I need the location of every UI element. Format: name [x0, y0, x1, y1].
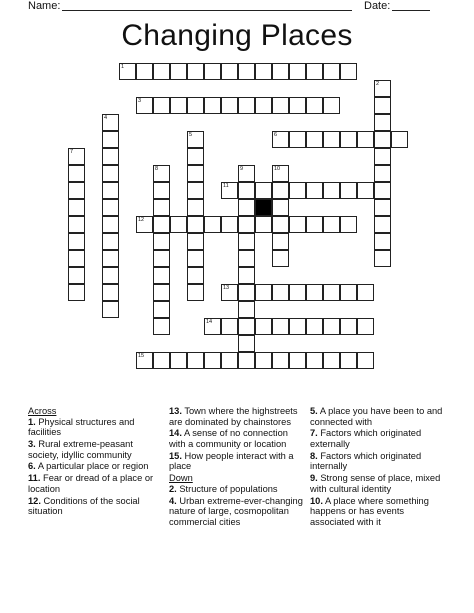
clue-text: Rural extreme-peasant society, idyllic community: [28, 438, 133, 460]
crossword-cell[interactable]: [289, 318, 306, 335]
crossword-cell[interactable]: [170, 97, 187, 114]
crossword-cell[interactable]: [306, 318, 323, 335]
crossword-cell[interactable]: [187, 267, 204, 284]
crossword-cell[interactable]: [68, 148, 85, 165]
crossword-cell[interactable]: [340, 182, 357, 199]
crossword-cell[interactable]: [306, 131, 323, 148]
crossword-cell[interactable]: [238, 63, 255, 80]
crossword-cell[interactable]: [374, 148, 391, 165]
crossword-cell[interactable]: [102, 182, 119, 199]
crossword-cell[interactable]: [119, 63, 136, 80]
crossword-cell[interactable]: [289, 97, 306, 114]
crossword-cell[interactable]: [187, 165, 204, 182]
cell-number: 1: [121, 64, 125, 70]
crossword-cell[interactable]: [102, 250, 119, 267]
clue-item: [310, 496, 450, 528]
crossword-cell[interactable]: [323, 131, 340, 148]
clues-column-3: [310, 406, 450, 528]
clue-number: 7.: [310, 428, 318, 439]
crossword-cell[interactable]: [272, 199, 289, 216]
cell-number: 7: [70, 149, 74, 155]
crossword-cell[interactable]: [306, 216, 323, 233]
cell-number: 5: [189, 132, 193, 138]
crossword-cell[interactable]: [272, 352, 289, 369]
clue-number: 14.: [169, 428, 182, 439]
crossword-cell[interactable]: [306, 352, 323, 369]
crossword-cell[interactable]: [187, 97, 204, 114]
down-heading: Down: [169, 473, 193, 484]
crossword-cell[interactable]: [187, 199, 204, 216]
clue-item: [169, 428, 304, 449]
cell-number: 2: [376, 81, 380, 87]
crossword-cell[interactable]: [221, 63, 238, 80]
crossword-cell[interactable]: [272, 216, 289, 233]
crossword-cell[interactable]: [340, 284, 357, 301]
crossword-cell[interactable]: [323, 352, 340, 369]
clue-number: 1.: [28, 416, 36, 427]
cell-number: 6: [274, 132, 278, 138]
crossword-cell[interactable]: [221, 182, 238, 199]
clue-text: Factors which originated externally: [310, 428, 422, 449]
crossword-cell[interactable]: [187, 284, 204, 301]
clue-item: [310, 428, 450, 449]
crossword-cell[interactable]: [153, 267, 170, 284]
crossword-cell[interactable]: [170, 352, 187, 369]
crossword-cell[interactable]: [221, 352, 238, 369]
crossword-cell[interactable]: [289, 131, 306, 148]
clue-number: 13.: [169, 406, 182, 416]
crossword-cell[interactable]: [221, 216, 238, 233]
crossword-cell[interactable]: [391, 131, 408, 148]
crossword-cell[interactable]: [255, 182, 272, 199]
crossword-cell[interactable]: [357, 182, 374, 199]
crossword-cell[interactable]: [323, 182, 340, 199]
clue-number: 9.: [310, 473, 318, 484]
crossword-cell[interactable]: [102, 233, 119, 250]
crossword-cell[interactable]: [204, 352, 221, 369]
date-label: Date:: [364, 0, 391, 12]
cell-number: 3: [138, 98, 142, 104]
clue-text: A particular place or region: [37, 461, 149, 472]
clues-column-2: [169, 406, 304, 528]
crossword-cell[interactable]: [323, 284, 340, 301]
crossword-cell[interactable]: [102, 267, 119, 284]
crossword-cell[interactable]: [238, 182, 255, 199]
cell-number: 14: [206, 319, 213, 325]
crossword-cell[interactable]: [238, 199, 255, 216]
crossword-cell[interactable]: [306, 182, 323, 199]
crossword-cell[interactable]: [374, 216, 391, 233]
crossword-cell[interactable]: [238, 233, 255, 250]
crossword-cell[interactable]: [187, 148, 204, 165]
crossword-cell[interactable]: [289, 352, 306, 369]
clues-column-1: [28, 406, 163, 518]
clue-number: 4.: [169, 495, 177, 506]
crossword-cell[interactable]: [102, 301, 119, 318]
crossword-cell[interactable]: [357, 284, 374, 301]
crossword-cell[interactable]: [238, 284, 255, 301]
clue-text: Strong sense of place, mixed with cultural identity: [310, 473, 441, 494]
clue-item: [310, 473, 450, 494]
crossword-cell[interactable]: [289, 284, 306, 301]
clue-item: [169, 406, 304, 427]
crossword-cell[interactable]: [204, 216, 221, 233]
crossword-cell[interactable]: [187, 250, 204, 267]
crossword-cell[interactable]: [357, 131, 374, 148]
crossword-cell[interactable]: [68, 216, 85, 233]
crossword-cell[interactable]: [204, 318, 221, 335]
crossword-cell[interactable]: [357, 318, 374, 335]
crossword-cell[interactable]: [340, 63, 357, 80]
clue-item: [310, 406, 450, 427]
crossword-cell[interactable]: [204, 97, 221, 114]
crossword-cell[interactable]: [102, 199, 119, 216]
crossword-cell[interactable]: [153, 250, 170, 267]
crossword-cell[interactable]: [272, 250, 289, 267]
crossword-cell[interactable]: [272, 318, 289, 335]
crossword-cell[interactable]: [136, 352, 153, 369]
crossword-cell[interactable]: [255, 352, 272, 369]
crossword-cell[interactable]: [153, 97, 170, 114]
crossword-cell[interactable]: [68, 233, 85, 250]
crossword-cell[interactable]: [357, 352, 374, 369]
crossword-cell[interactable]: [187, 233, 204, 250]
clue-text: Town where the highstreets are dominated by chainstores: [169, 406, 298, 427]
black-square: [255, 199, 272, 216]
clue-number: 15.: [169, 450, 182, 461]
crossword-cell[interactable]: [340, 352, 357, 369]
crossword-cell[interactable]: [221, 97, 238, 114]
crossword-cell[interactable]: [272, 131, 289, 148]
cell-number: 4: [104, 115, 108, 121]
page-title: Changing Places: [121, 19, 353, 52]
crossword-cell[interactable]: [272, 284, 289, 301]
crossword-cell[interactable]: [102, 131, 119, 148]
crossword-cell[interactable]: [221, 318, 238, 335]
crossword-cell[interactable]: [306, 63, 323, 80]
cell-number: 8: [155, 166, 159, 172]
crossword-cell[interactable]: [238, 165, 255, 182]
crossword-cell[interactable]: [238, 216, 255, 233]
cell-number: 10: [274, 166, 281, 172]
crossword-cell[interactable]: [68, 182, 85, 199]
clue-item: [169, 484, 304, 495]
crossword-cell[interactable]: [153, 233, 170, 250]
name-label: Name:: [28, 0, 61, 12]
crossword-cell[interactable]: [102, 148, 119, 165]
crossword-cell[interactable]: [374, 165, 391, 182]
clue-number: 6.: [28, 461, 36, 472]
crossword-cell[interactable]: [68, 250, 85, 267]
clue-text: A place where something happens or has events associated with it: [310, 495, 429, 527]
crossword-cell[interactable]: [289, 63, 306, 80]
clue-item: [28, 417, 163, 438]
crossword-cell[interactable]: [187, 182, 204, 199]
crossword-cell[interactable]: [153, 63, 170, 80]
clue-item: [169, 451, 304, 472]
crossword-cell[interactable]: [238, 250, 255, 267]
crossword-cell[interactable]: [306, 97, 323, 114]
clue-text: Factors which originated internally: [310, 450, 422, 472]
crossword-cell[interactable]: [187, 352, 204, 369]
crossword-cell[interactable]: [255, 216, 272, 233]
clue-text: A place you have been to and connected with: [310, 406, 443, 427]
crossword-cell[interactable]: [374, 80, 391, 97]
crossword-cell[interactable]: [170, 63, 187, 80]
clue-item: [169, 496, 304, 528]
crossword-cell[interactable]: [136, 63, 153, 80]
crossword-cell[interactable]: [68, 199, 85, 216]
clue-item: [28, 439, 163, 460]
clue-number: 10.: [310, 495, 323, 506]
cell-number: 11: [223, 183, 229, 189]
crossword-cell[interactable]: [323, 216, 340, 233]
cell-number: 15: [138, 353, 145, 359]
clue-text: Urban extreme-ever-changing nature of large, cosmopolitan commercial cities: [169, 495, 303, 527]
clue-item: [28, 473, 163, 494]
crossword-cell[interactable]: [323, 63, 340, 80]
crossword-cell[interactable]: [374, 233, 391, 250]
clue-text: How people interact with a place: [169, 450, 294, 472]
cell-number: 9: [240, 166, 244, 172]
crossword-cell[interactable]: [153, 352, 170, 369]
clue-item: [310, 451, 450, 472]
crossword-cell[interactable]: [102, 284, 119, 301]
across-heading: Across: [28, 406, 57, 416]
crossword-cell[interactable]: [153, 284, 170, 301]
crossword-cell[interactable]: [153, 216, 170, 233]
crossword-cell[interactable]: [238, 97, 255, 114]
cell-number: 13: [223, 285, 230, 291]
crossword-cell[interactable]: [255, 63, 272, 80]
clue-text: Conditions of the social situation: [28, 495, 140, 517]
crossword-cell[interactable]: [374, 97, 391, 114]
clue-text: Structure of populations: [179, 483, 278, 494]
crossword-cell[interactable]: [187, 131, 204, 148]
crossword-cell[interactable]: [204, 63, 221, 80]
crossword-cell[interactable]: [255, 284, 272, 301]
crossword-cell[interactable]: [187, 216, 204, 233]
crossword-cell[interactable]: [272, 63, 289, 80]
crossword-cell[interactable]: [68, 165, 85, 182]
crossword-cell[interactable]: [238, 352, 255, 369]
crossword-cell[interactable]: [153, 318, 170, 335]
crossword-cell[interactable]: [102, 114, 119, 131]
crossword-cell[interactable]: [374, 199, 391, 216]
clue-number: 11.: [28, 473, 41, 484]
crossword-cell[interactable]: [238, 318, 255, 335]
crossword-cell[interactable]: [289, 216, 306, 233]
crossword-cell[interactable]: [374, 250, 391, 267]
crossword-cell[interactable]: [340, 131, 357, 148]
crossword-cell[interactable]: [153, 199, 170, 216]
crossword-cell[interactable]: [153, 182, 170, 199]
crossword-cell[interactable]: [306, 284, 323, 301]
clue-text: Physical structures and facilities: [28, 416, 135, 438]
crossword-cell[interactable]: [238, 267, 255, 284]
crossword-cell[interactable]: [170, 216, 187, 233]
crossword-cell[interactable]: [255, 97, 272, 114]
crossword-cell[interactable]: [340, 216, 357, 233]
crossword-cell[interactable]: [289, 182, 306, 199]
crossword-cell[interactable]: [272, 165, 289, 182]
crossword-cell[interactable]: [136, 216, 153, 233]
crossword-cell[interactable]: [255, 318, 272, 335]
crossword-cell[interactable]: [136, 97, 153, 114]
clue-number: 12.: [28, 495, 41, 506]
clue-number: 8.: [310, 450, 318, 461]
crossword-cell[interactable]: [323, 318, 340, 335]
cell-number: 12: [138, 217, 145, 223]
crossword-cell[interactable]: [272, 182, 289, 199]
crossword-cell[interactable]: [238, 301, 255, 318]
crossword-cell[interactable]: [187, 63, 204, 80]
crossword-cell[interactable]: [102, 165, 119, 182]
clue-text: Fear or dread of a place or location: [28, 473, 154, 494]
crossword-cell[interactable]: [221, 284, 238, 301]
crossword-cell[interactable]: [102, 216, 119, 233]
crossword-cell[interactable]: [238, 335, 255, 352]
crossword-cell[interactable]: [68, 267, 85, 284]
crossword-cell[interactable]: [374, 131, 391, 148]
crossword-cell[interactable]: [153, 301, 170, 318]
clue-number: 2.: [169, 483, 177, 494]
crossword-cell[interactable]: [153, 165, 170, 182]
crossword-cell[interactable]: [272, 233, 289, 250]
clue-number: 3.: [28, 438, 36, 449]
clue-number: 5.: [310, 406, 318, 416]
crossword-cell[interactable]: [340, 318, 357, 335]
clue-item: [28, 461, 163, 472]
crossword-cell[interactable]: [374, 114, 391, 131]
crossword-cell[interactable]: [374, 182, 391, 199]
clue-text: A sense of no connection with a community or location: [169, 428, 288, 449]
crossword-cell[interactable]: [68, 284, 85, 301]
crossword-cell[interactable]: [323, 97, 340, 114]
crossword-cell[interactable]: [272, 97, 289, 114]
clue-item: [28, 496, 163, 517]
